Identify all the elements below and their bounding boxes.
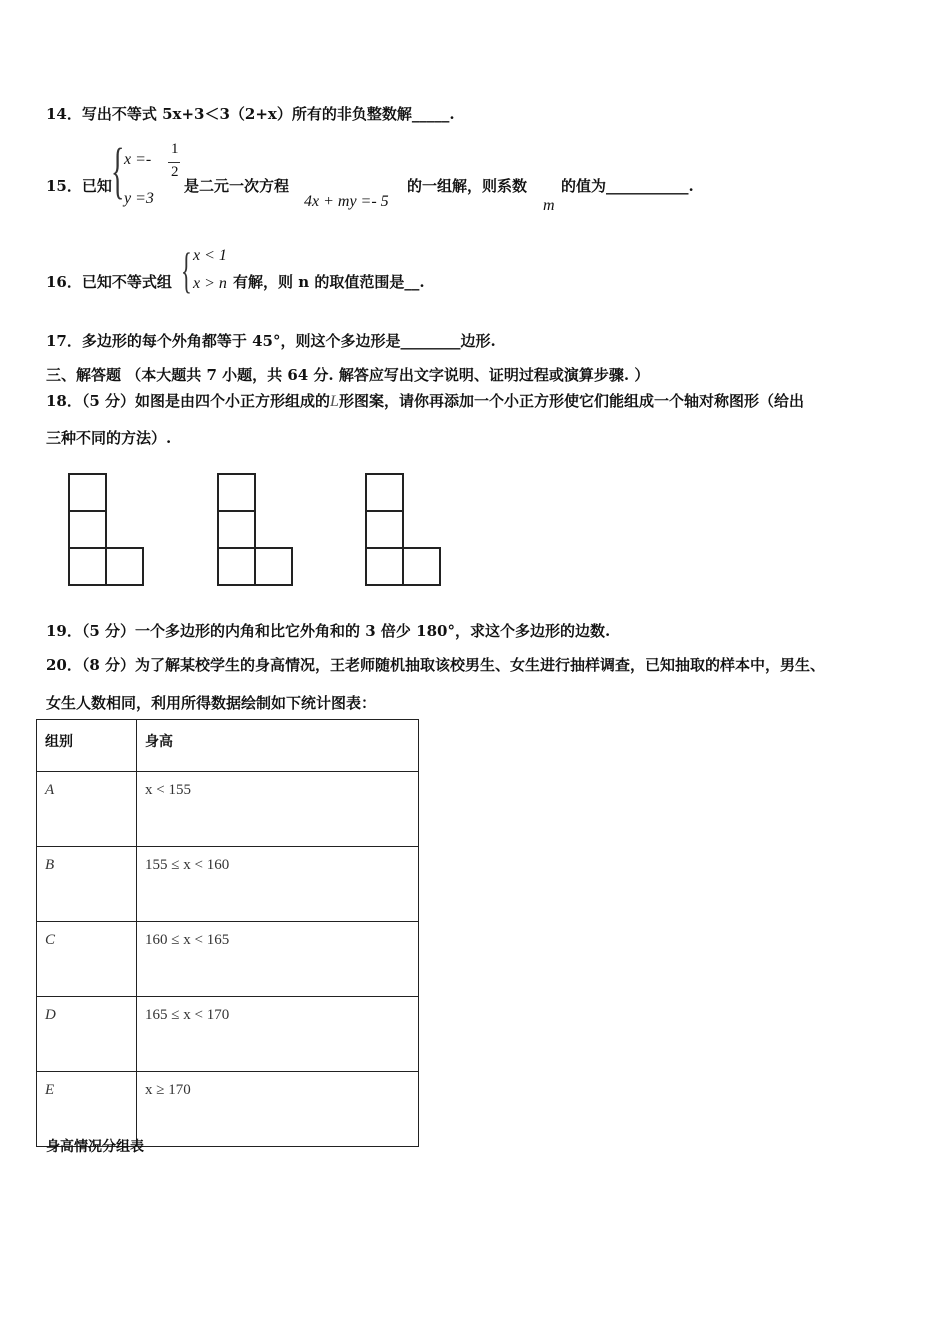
- table-row: [37, 772, 419, 847]
- grid-square: [105, 547, 144, 586]
- question-19: 19．（5 分）一个多边形的内角和比它外角和的 3 倍少 180°，求这个多边形的边数.: [46, 622, 611, 640]
- height-group-table: [36, 719, 419, 1147]
- group-cell: A: [37, 772, 137, 847]
- question-15-mid: 是二元一次方程: [184, 177, 290, 195]
- fraction-bar: [168, 162, 180, 163]
- question-20-line2: 女生人数相同，利用所得数据绘制如下统计图表：: [46, 694, 377, 712]
- range-cell: x < 155: [137, 772, 419, 847]
- question-18-part-b: 形图案，请你再添加一个小正方形使它们能组成一个轴对称图形（给出: [338, 392, 804, 410]
- table-row: [37, 847, 419, 922]
- range-cell: x ≥ 170: [137, 1072, 419, 1147]
- range-cell: 160 ≤ x < 165: [137, 922, 419, 997]
- range-cell: 155 ≤ x < 160: [137, 847, 419, 922]
- question-16-prefix: 16．已知不等式组: [46, 273, 172, 291]
- grid-square: [217, 473, 256, 512]
- variable-m: m: [543, 197, 555, 214]
- grid-square: [365, 547, 404, 586]
- grid-square: [365, 473, 404, 512]
- grid-square: [217, 510, 256, 549]
- grid-square: [254, 547, 293, 586]
- variable-L: L: [330, 393, 339, 410]
- grid-square: [68, 547, 107, 586]
- group-cell: C: [37, 922, 137, 997]
- fraction-numerator: 1: [171, 141, 179, 157]
- fraction-denominator: 2: [171, 164, 179, 180]
- question-20-line1: 20．（8 分）为了解某校学生的身高情况，王老师随机抽取该校男生、女生进行抽样调查，已知抽取的样本中，男生、: [46, 656, 826, 674]
- left-brace-icon: {: [111, 137, 125, 205]
- inequality-line2: x > n: [193, 275, 227, 292]
- question-18-part-a: 18．（5 分）如图是由四个小正方形组成的: [46, 392, 331, 410]
- header-height: 身高: [137, 720, 419, 772]
- range-cell: 165 ≤ x < 170: [137, 997, 419, 1072]
- header-group: 组别: [37, 720, 137, 772]
- table-caption: 身高情况分组表: [46, 1139, 144, 1155]
- equation: 4x + my =- 5: [304, 193, 389, 210]
- table-row: [37, 922, 419, 997]
- left-brace-icon: {: [181, 242, 192, 298]
- question-14: 14．写出不等式 5x+3＜3（2+x）所有的非负整数解_____.: [46, 105, 455, 123]
- group-cell: B: [37, 847, 137, 922]
- grid-square: [365, 510, 404, 549]
- question-18-line2: 三种不同的方法）.: [46, 429, 172, 447]
- question-15-prefix: 15．已知: [46, 177, 112, 195]
- grid-square: [68, 473, 107, 512]
- question-15-tail: 的值为___________.: [561, 177, 694, 195]
- grid-square: [402, 547, 441, 586]
- question-18-line1: [46, 390, 804, 411]
- question-15-suffix: 的一组解，则系数: [407, 177, 528, 195]
- table-header-row: [37, 720, 419, 772]
- system-eq-line1: x =-: [124, 151, 152, 168]
- group-cell: E: [37, 1072, 137, 1147]
- group-cell: D: [37, 997, 137, 1072]
- inequality-line1: x < 1: [193, 247, 227, 264]
- question-17: 17．多边形的每个外角都等于 45°，则这个多边形是________边形.: [46, 332, 496, 350]
- grid-square: [217, 547, 256, 586]
- table-row: [37, 997, 419, 1072]
- question-16-suffix: 有解，则 n 的取值范围是__.: [233, 273, 425, 291]
- grid-square: [68, 510, 107, 549]
- section-heading: 三、解答题 （本大题共 7 小题，共 64 分. 解答应写出文字说明、证明过程或演算步骤. ）: [46, 366, 650, 384]
- system-eq-line2: y =3: [124, 190, 154, 207]
